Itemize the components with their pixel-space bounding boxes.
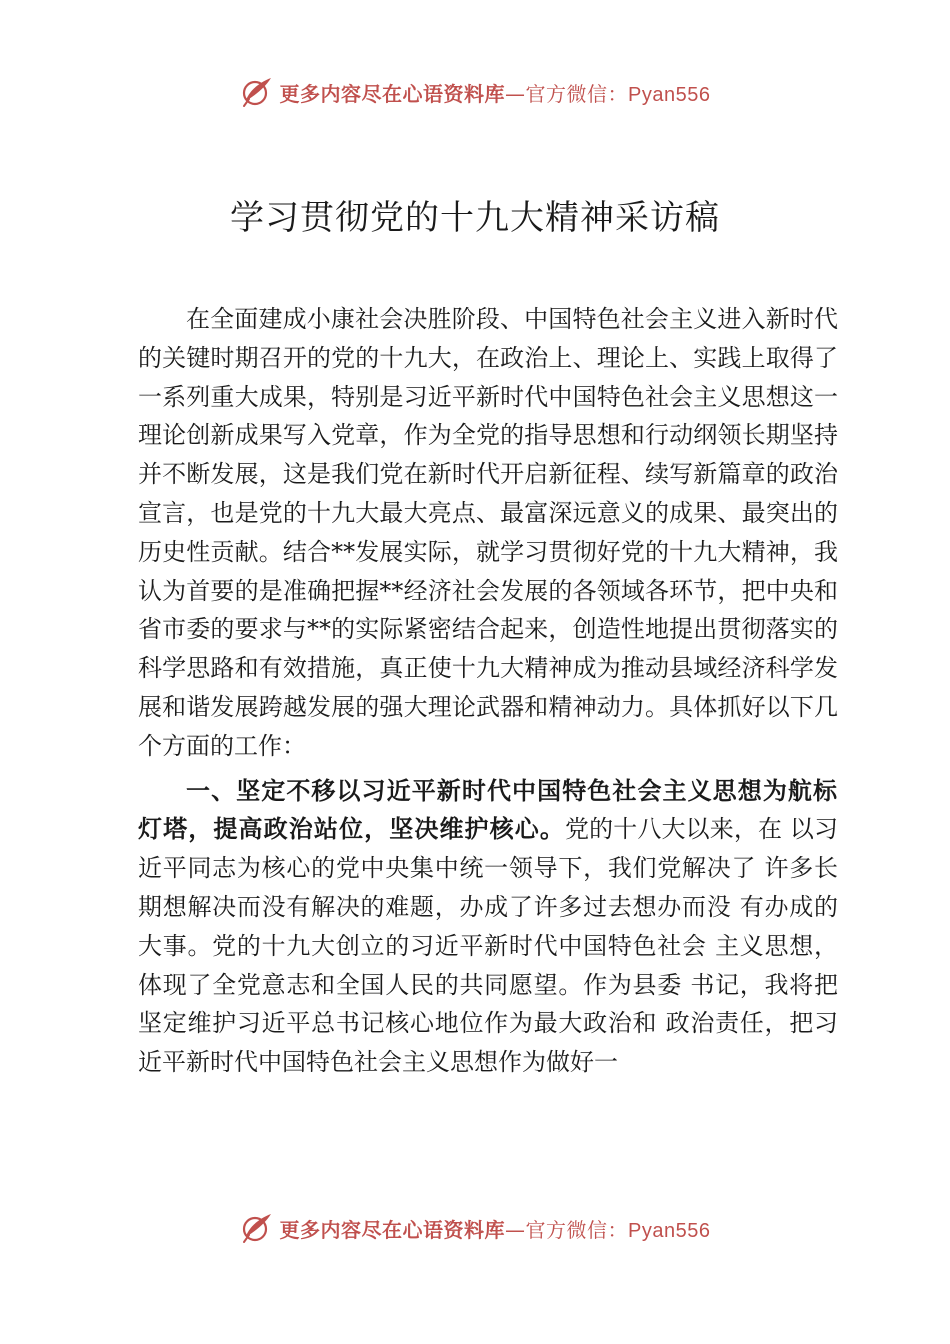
footer-watermark-banner (0, 1208, 950, 1248)
section-1-paragraph (138, 772, 838, 1082)
section-1-heading: 一、坚定不移以习近平新时代中国特色社会主义思想为航标灯塔，提高政治站位，坚决维护核心。 (138, 775, 838, 844)
intro-paragraph: 在全面建成小康社会决胜阶段、中国特色社会主义进入新时代的关键时期召开的党的十九大，在政治上、理论上、实践上取得了一系列重大成果，特别是习近平新时代中国特色社会主义思想这一理论创新成果写入党章，作为全党的指导思想和行动纲领长期坚持并不断发展，这是我们党在新时代开启新征程、续写新篇章的政治宣言，也是党的十九大最大亮点、最富深远意义的成果、最突出的历史性贡献。结合**发展实际，就学习贯彻好党的十九大精神，我认为首要的是准确把握**经济社会发展的各领域各环节，把中央和省市委的要求与**的实际紧密结合起来，创造性地提出贯彻落实的科学思路和有效措施，真正使十九大精神成为推动县域经济科学发展和谐发展跨越发展的强大理论武器和精神动力。具体抓好以下几个方面的工作： (138, 305, 838, 760)
page-title: 学习贯彻党的十九大精神采访稿 (230, 198, 720, 238)
quill-logo-icon (240, 75, 274, 109)
section-1-body: 党的十八大以来，在 以习近平同志为核心的党中央集中统一领导下，我们党解决了 许多长期想解决而没有解决的难题，办成了许多过去想办而没 有办成的大事。党的十九大创立的习近平新时代中国特色社会 主义思想，体现了全党意志和全国人民的共同愿望。作为县委 书记，我将把坚定维护习近平总书记核心地位作为最大政治和 政治责任，把习近平新时代中国特色社会主义思想作为做好一 (138, 815, 838, 1077)
header-watermark-banner (0, 72, 950, 112)
quill-logo-icon (240, 1211, 274, 1245)
watermark-text: 更多内容尽在心语资料库—官方微信：Pyan556 (279, 1217, 711, 1242)
watermark-text: 更多内容尽在心语资料库—官方微信：Pyan556 (279, 81, 711, 106)
article-body (138, 300, 838, 1082)
